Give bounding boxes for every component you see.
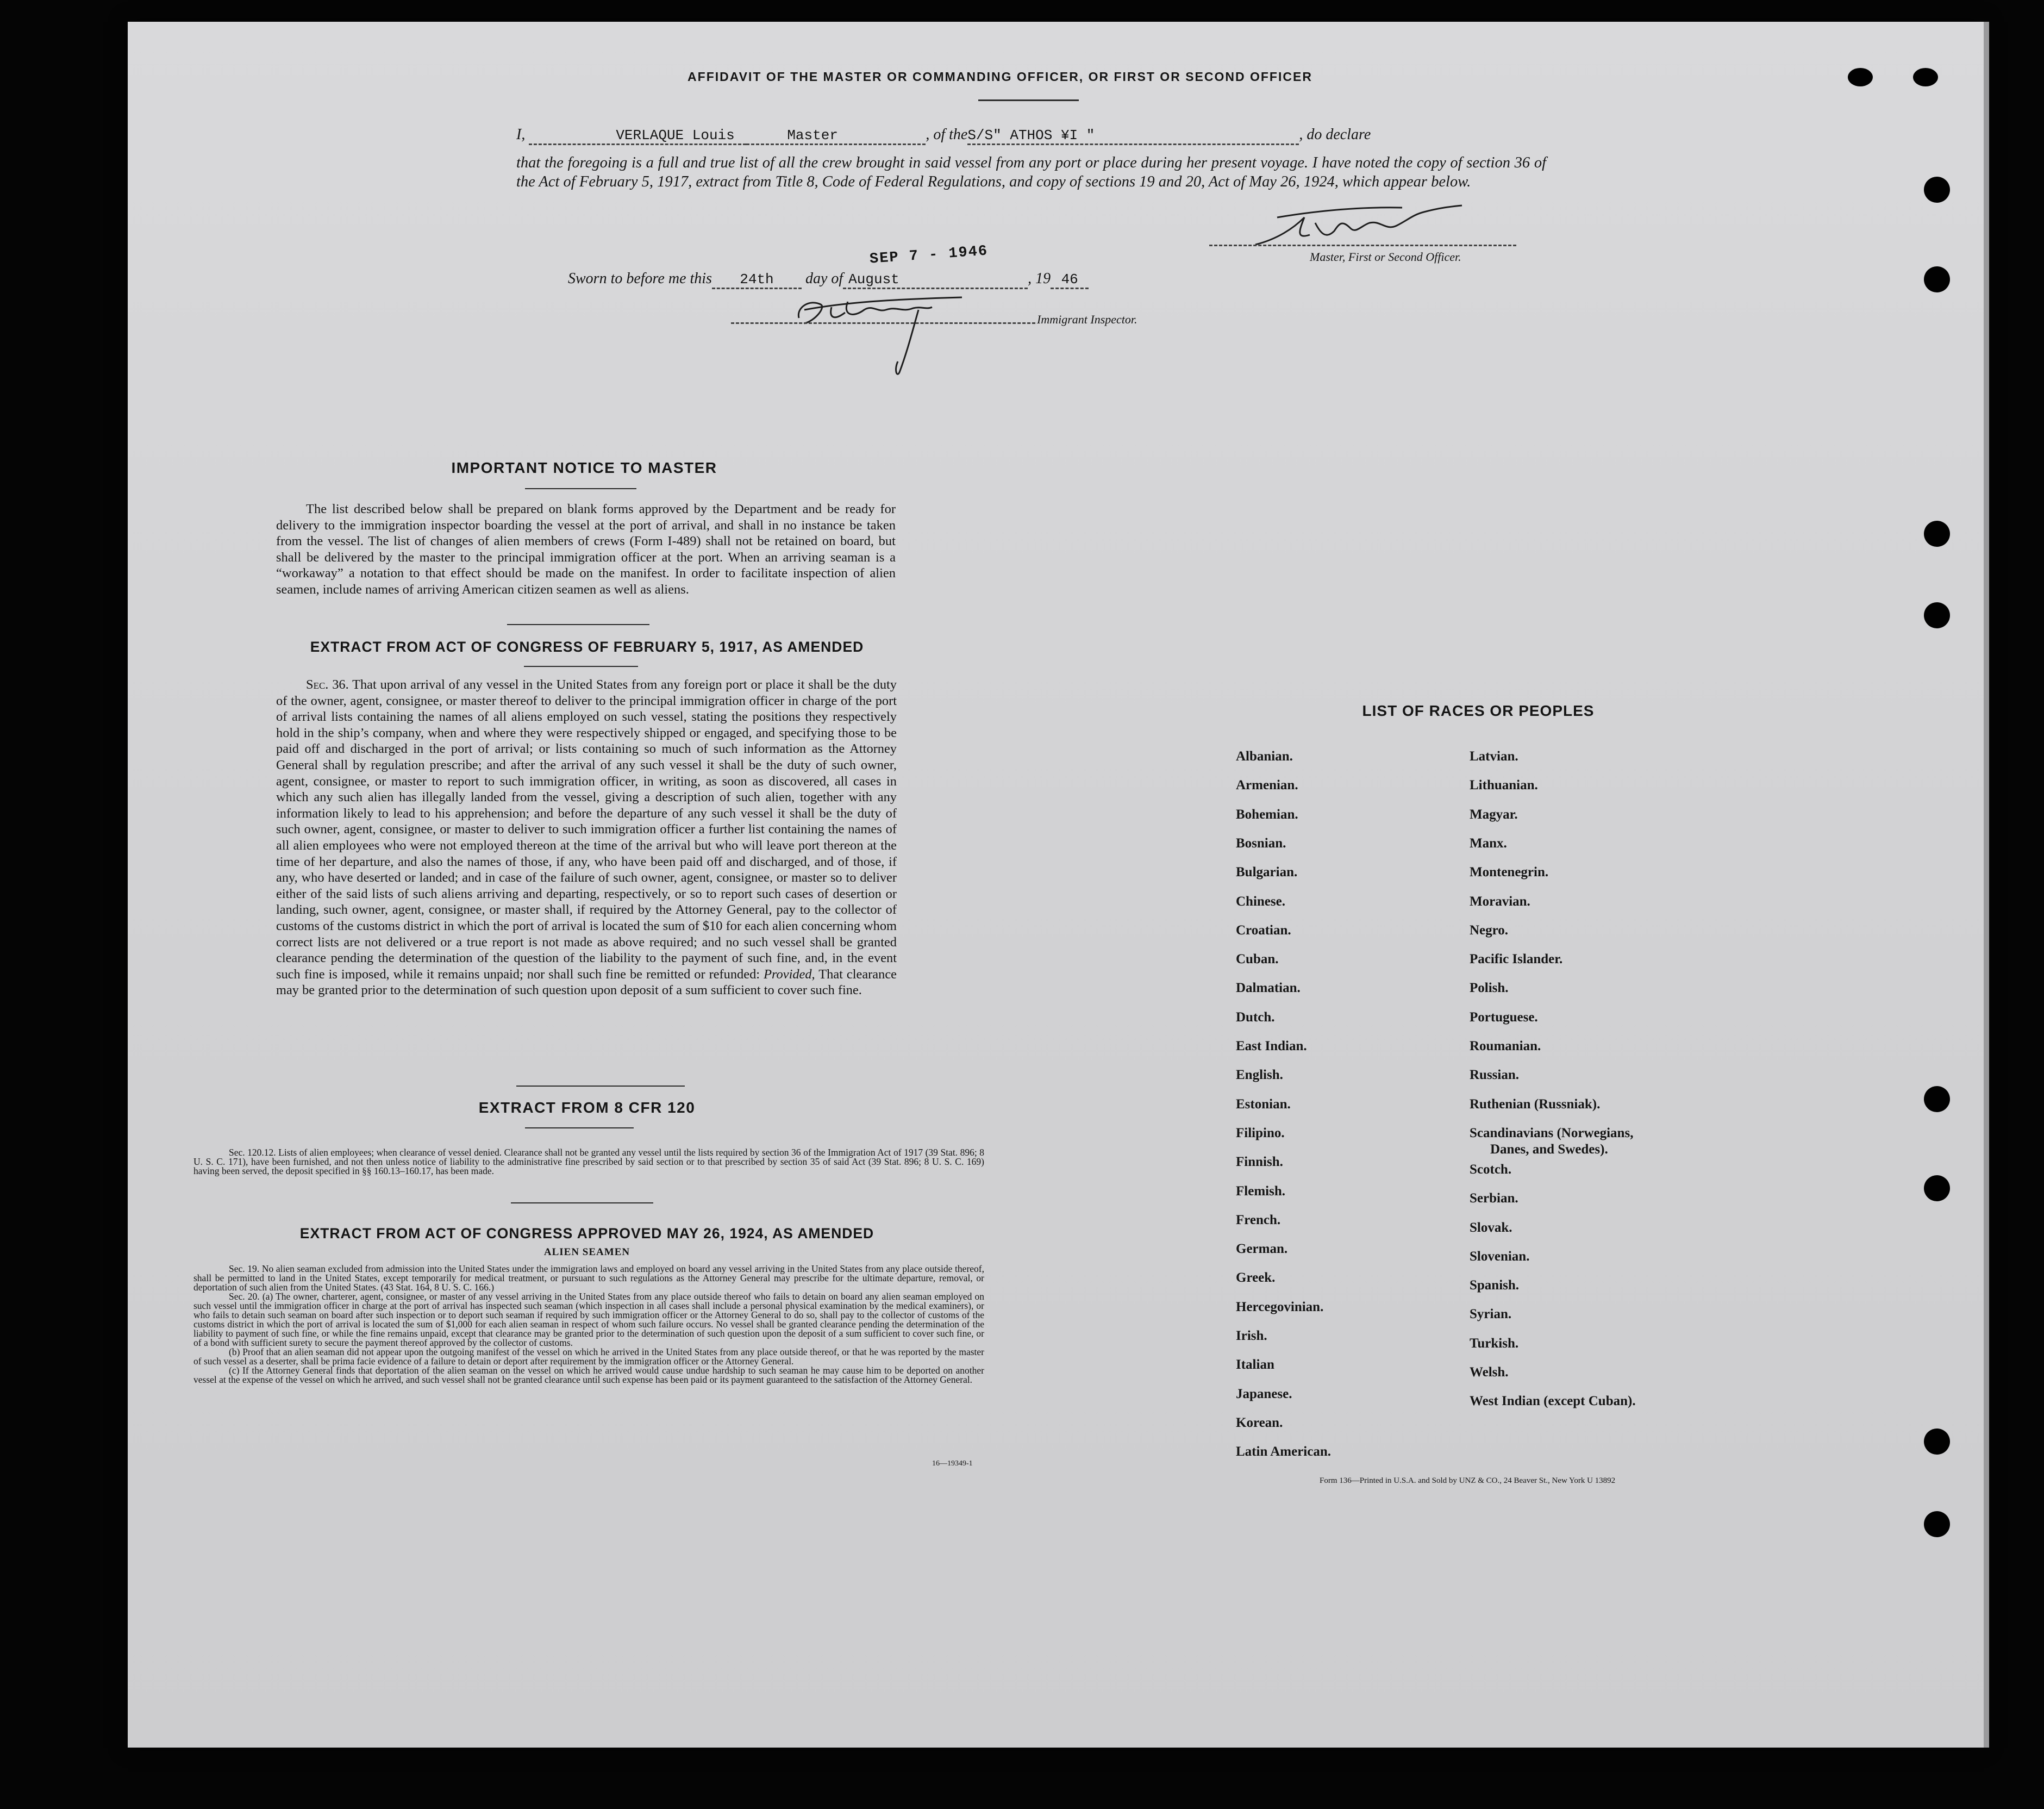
race-item: Pacific Islander. [1470, 952, 1563, 967]
race-item: Chinese. [1236, 894, 1285, 909]
do-declare-label: do declare [1307, 126, 1371, 143]
form-footer: Form 136—Printed in U.S.A. and Sold by UNZ & CO., 24 Beaver St., New York U 13892 [1320, 1476, 1616, 1485]
sworn-month-field: August [843, 271, 1028, 289]
punch-hole [1913, 68, 1938, 86]
master-name-field: VERLAQUE Louis [529, 127, 746, 145]
sworn-day-field: 24th [712, 271, 802, 289]
inspector-signature [783, 285, 967, 383]
race-item: Italian [1236, 1357, 1274, 1373]
punch-hole [1924, 1511, 1950, 1537]
punch-hole [1924, 1086, 1950, 1112]
cfr-title: EXTRACT FROM 8 CFR 120 [478, 1099, 696, 1116]
race-item: Slovak. [1470, 1220, 1512, 1235]
section-rule [511, 1202, 653, 1203]
race-item: English. [1236, 1068, 1283, 1083]
race-item: Bulgarian. [1236, 865, 1298, 880]
extract-1924-text [193, 1264, 984, 1384]
inspector-caption: Immigrant Inspector. [1037, 313, 1137, 326]
sec-19-text: Sec. 19. No alien seaman excluded from admission into the United States under the immigration laws and employed on board any vessel arriving in the United States from any place outside thereof, shall be permitted to land in the United States, except temporarily for medical treatment, or pursuant to such regulations as the Attorney General may prescribe for the ultimate departure, removal, or deportation of such alien from the United States. (43 Stat. 164, 8 U. S. C. 166.) [193, 1263, 984, 1293]
affidavit-title: AFFIDAVIT OF THE MASTER OR COMMANDING OFFICER, OR FIRST OR SECOND OFFICER [687, 70, 1312, 84]
master-caption: Master, First or Second Officer. [1310, 250, 1461, 264]
race-item: Roumanian. [1470, 1039, 1541, 1053]
race-item: Magyar. [1470, 807, 1518, 822]
punch-hole [1924, 1429, 1950, 1455]
race-item: Polish. [1470, 981, 1509, 996]
cfr-text: Sec. 120.12. Lists of alien employees; when clearance of vessel denied. Clearance shall not be granted any vessel until the lists required by section 36 of the Immigration Act of 1917 (39 Stat. 896; 8 U. S. C. 171), have been furnished, and not then unless notice of liability to the administrative fine prescribed by said section or to that prescribed by section 35 of said Act (39 Stat. 896; 8 U. S. C. 169) having been served, the deposit specified in §§ 160.13–160.17, has been made. [193, 1147, 984, 1176]
vessel-field: S/S" ATHOS ¥I " [967, 127, 1299, 145]
sworn-label: Sworn to before me this [568, 270, 712, 287]
race-item: Moravian. [1470, 894, 1530, 909]
master-signature-line [1209, 245, 1516, 246]
race-item: Estonian. [1236, 1096, 1291, 1112]
race-item: Armenian. [1236, 778, 1298, 793]
i-label: I, [516, 126, 526, 143]
race-item: Scotch. [1470, 1162, 1512, 1177]
notice-text: The list described below shall be prepared on blank forms approved by the Department and be ready for delivery to the immigration inspector boarding the vessel at the port of arrival, and shall in no instance be taken from the vessel. The list of changes of alien members of crews (Form I-489) shall not be retained on board, but shall be delivered by the master to the principal immigration officer at the port. When an arriving seaman is a “workaway” a notation to that effect should be made on the manifest. In order to facilitate inspection of alien seamen, include names of arriving American citizen seamen as well as aliens. [276, 502, 896, 597]
year-prefix: 19 [1035, 270, 1051, 287]
section-rule [516, 1086, 685, 1087]
race-item: French. [1236, 1212, 1281, 1227]
day-of-label: day of [805, 270, 843, 287]
inspector-signature-line [731, 322, 1035, 324]
master-signature [1245, 201, 1473, 255]
punch-hole [1924, 521, 1950, 547]
punch-hole [1848, 68, 1873, 86]
race-item: Syrian. [1470, 1307, 1512, 1322]
race-item: Japanese. [1236, 1386, 1292, 1401]
race-item: Ruthenian (Russniak). [1470, 1096, 1601, 1112]
print-code: 16—19349-1 [932, 1459, 973, 1468]
punch-hole [1924, 602, 1950, 628]
race-item: Bosnian. [1236, 835, 1286, 851]
notice-rule [525, 488, 636, 489]
year-field: 46 [1051, 271, 1089, 289]
race-item: Danes, and Swedes). [1490, 1141, 1608, 1157]
race-item: Dalmatian. [1236, 981, 1301, 996]
punch-hole [1924, 177, 1950, 203]
extract-1917-text [276, 677, 897, 999]
sec-36-text: That upon arrival of any vessel in the United States from any foreign port or place it shall be the duty of the owner, agent, consignee, or master thereof to deliver to the principal immigration officer in charge of the port of arrival lists containing the names of all aliens employed on such vessel, stating the positions they respectively hold in the ship’s company, when and where they were respectively shipped or engaged, and specifying those to be paid off and discharged in the port of arrival; or lists containing so much of such information as the Attorney General shall by regulation prescribe; and after the arrival of any such vessel it shall be the duty of such owner, agent, consignee, or master to report to such immigration officer, in writing, as soon as discovered, all cases in which any such alien has illegally landed from the vessel, giving a description of such alien, together with any information likely to lead to his apprehension; and before the departure of any such vessel it shall be the duty of such owner, agent, consignee, or master to deliver to such immigration officer a further list containing the names of all alien employees who were not employed thereon at the time of the arrival but who will leave port thereon at the time of her departure, and also the names of those, if any, who have been paid off and discharged, and of those, if any, who have deserted or landed; and in case of the failure of such owner, agent, consignee, or master so to deliver either of the said lists of such aliens arriving and departing, respectively, or so to report such cases of desertion or landing, such owner, agent, consignee, or master shall, if required by the Attorney General, pay to the collector of customs of the customs district in which the port of arrival is located the sum of $10 for each alien concerning whom correct lists are not delivered or a true report is not made as above required; and no such vessel shall be granted clearance pending the determination of the question of the liability to the payment of such fine, and, in the event such fine is imposed, while it remains unpaid; nor shall such fine be remitted or refunded: [276, 677, 897, 982]
race-item: Flemish. [1236, 1183, 1285, 1199]
provided-word: Provided, [764, 966, 815, 982]
rank-field: Master [746, 127, 926, 145]
title-rule [978, 99, 1079, 101]
sec-36-text-end: That clearance may be granted prior to the determination of such question upon deposit of a sum sufficient to cover such fine. [276, 966, 897, 998]
race-item: Cuban. [1236, 952, 1279, 967]
sec-36-label: Sec. 36. [306, 677, 349, 692]
sec-20a-text: Sec. 20. (a) The owner, charterer, agent, consignee, or master of any vessel arriving in the United States from any place outside thereof who fails to detain on board any alien seaman employed on such vessel until the immigration officer in charge at the port of arrival has inspected such seaman (which inspection in all cases shall include a personal physical examination by the medical examiners), or who fails to detain such seaman on board after such inspection or to deport such seaman if required by such immigration officer or the Attorney General to do so, shall pay to the collector of customs of the customs district in which the port of arrival is located the sum of $1,000 for each alien seaman in respect of whom such failure occurs. No vessel shall be granted clearance pending the determination of the liability to payment of such fine, or while the fine remains unpaid, except that clearance may be granted prior to the determination of such question upon the deposit of a sum sufficient to cover such fine, or of a bond with sufficient surety to secure the payment thereof approved by the collector of customs. [193, 1291, 984, 1348]
race-item: Turkish. [1470, 1336, 1519, 1351]
extract-1917-title: EXTRACT FROM ACT OF CONGRESS OF FEBRUARY 5, 1917, AS AMENDED [310, 639, 864, 655]
affidavit-declaration-line: I, VERLAQUE Louis Master , of theS/S" ATHOS ¥I " , do declare [516, 126, 1549, 145]
race-item: Korean. [1236, 1415, 1283, 1430]
alien-seamen-subtitle: ALIEN SEAMEN [543, 1246, 630, 1258]
punch-hole [1924, 266, 1950, 292]
section-rule [507, 624, 649, 625]
race-item: Finnish. [1236, 1155, 1283, 1170]
race-item: Irish. [1236, 1328, 1267, 1343]
race-item: Montenegrin. [1470, 865, 1549, 880]
sec-20b-text: (b) Proof that an alien seaman did not appear upon the outgoing manifest of the vessel on which he arrived in the United States from any place outside thereof, or that he was reported by the master of such vessel as a deserter, shall be prima facie evidence of a failure to detain or deport after requirement by the immigration officer or the Attorney General. [193, 1346, 984, 1367]
race-item: Welsh. [1470, 1365, 1509, 1380]
date-stamp: SEP 7 - 1946 [869, 243, 989, 268]
race-item: West Indian (except Cuban). [1470, 1394, 1636, 1409]
race-item: German. [1236, 1242, 1288, 1257]
race-item: Bohemian. [1236, 807, 1298, 822]
sheet-edge [1984, 22, 1989, 1748]
sec-20c-text: (c) If the Attorney General finds that deportation of the alien seaman on the vessel on which he arrived would cause undue hardship to such seaman he may cause him to be deported on another vessel at the expense of the vessel on which he arrived, and such vessel shall not be granted clearance until such expense has been paid or its payment guaranteed to the satisfaction of the Attorney General. [193, 1365, 984, 1385]
declaration-text: that the foregoing is a full and true list of all the crew brought in said vessel from any port or place during her present voyage. I have noted the copy of section 36 of the Act of February 5, 1917, extract from Title 8, Code of Federal Regulations, and copy of sections 19 and 20, Act of May 26, 1924, which appear below. [516, 154, 1546, 190]
race-item: Dutch. [1236, 1009, 1275, 1025]
race-item: Serbian. [1470, 1191, 1518, 1206]
race-item: Croatian. [1236, 922, 1291, 938]
race-item: Lithuanian. [1470, 778, 1538, 793]
race-item: Manx. [1470, 835, 1507, 851]
punch-hole [1924, 1175, 1950, 1201]
races-title: LIST OF RACES OR PEOPLES [1362, 702, 1595, 719]
race-item: Portuguese. [1470, 1009, 1538, 1025]
extract-1917-rule [524, 666, 638, 667]
race-item: Russian. [1470, 1068, 1520, 1083]
cfr-rule [525, 1127, 634, 1128]
sworn-line: Sworn to before me this 24th day of August , 19 46 [568, 270, 1089, 289]
race-item: Latin American. [1236, 1444, 1331, 1459]
race-item: Albanian. [1236, 749, 1293, 764]
race-item: Scandinavians (Norwegians, [1470, 1125, 1634, 1140]
race-item: Slovenian. [1470, 1249, 1530, 1264]
notice-title: IMPORTANT NOTICE TO MASTER [451, 459, 717, 476]
race-item: Filipino. [1236, 1125, 1285, 1140]
race-item: Latvian. [1470, 749, 1518, 764]
extract-1924-title: EXTRACT FROM ACT OF CONGRESS APPROVED MAY 26, 1924, AS AMENDED [299, 1225, 874, 1242]
race-item: Negro. [1470, 922, 1509, 938]
of-the-label: of the [933, 126, 968, 143]
race-item: East Indian. [1236, 1039, 1307, 1053]
race-item: Hercegovinian. [1236, 1299, 1324, 1314]
race-item: Spanish. [1470, 1278, 1520, 1293]
race-item: Greek. [1236, 1270, 1276, 1286]
